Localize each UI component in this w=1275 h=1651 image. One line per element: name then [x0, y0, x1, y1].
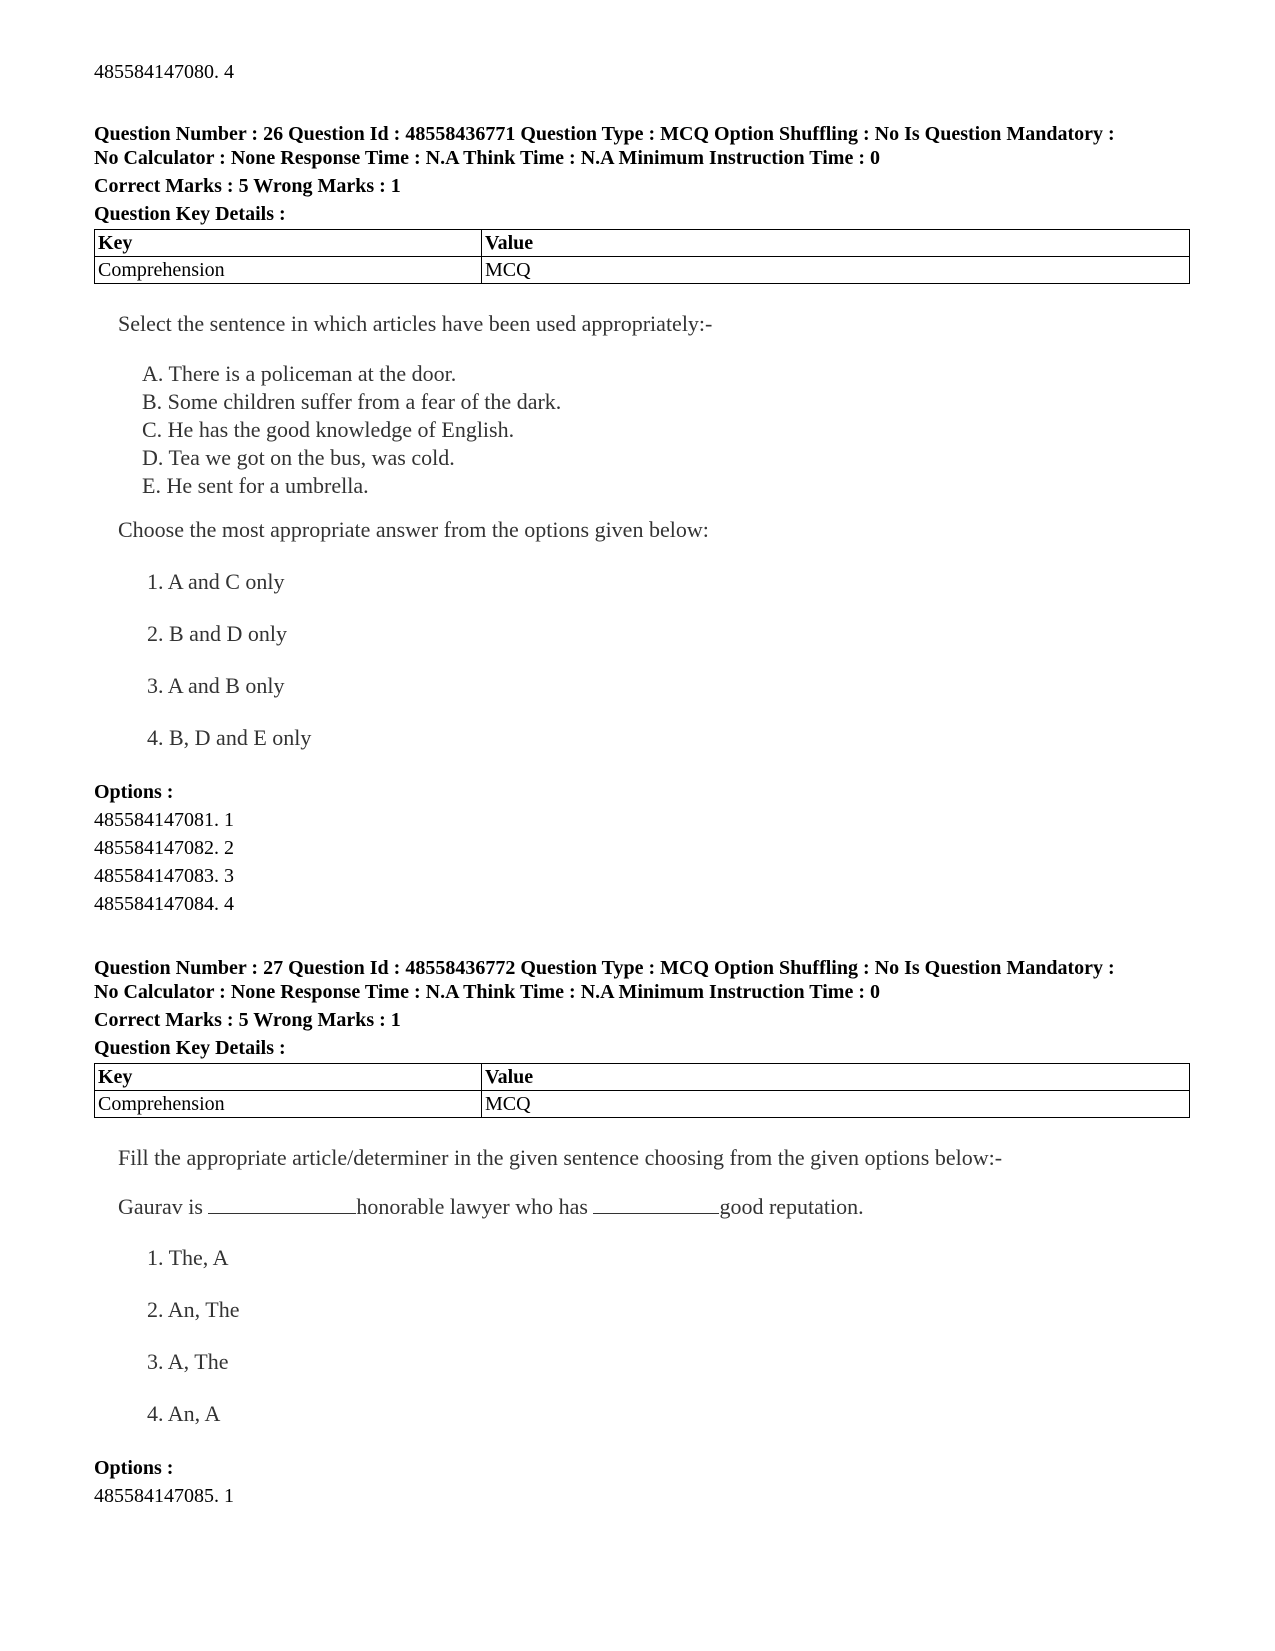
choice-item: 4. An, A — [147, 1401, 221, 1426]
statement-item: A. There is a policeman at the door. — [142, 361, 457, 386]
sentence-part: honorable lawyer who has — [356, 1194, 594, 1219]
choice-item: 1. A and C only — [147, 569, 285, 594]
key-details-table — [94, 229, 1190, 284]
choice-item: 2. An, The — [147, 1297, 240, 1322]
key-details-label: Question Key Details : — [94, 1037, 286, 1059]
options-label: Options : — [94, 1457, 174, 1479]
question-marks: Correct Marks : 5 Wrong Marks : 1 — [94, 1009, 401, 1031]
choice-item: 3. A, The — [147, 1349, 229, 1374]
statement-item: E. He sent for a umbrella. — [142, 473, 369, 498]
answer-blank — [593, 1195, 719, 1214]
options-label: Options : — [94, 781, 174, 803]
question-stem: Fill the appropriate article/determiner in the given sentence choosing from the given options below:- — [118, 1145, 1003, 1170]
answer-blank — [208, 1195, 356, 1214]
statement-item: C. He has the good knowledge of English. — [142, 417, 515, 442]
statement-list — [142, 360, 561, 500]
sentence-part: good reputation. — [719, 1194, 864, 1219]
table-cell-value: MCQ — [482, 257, 1190, 284]
table-header-row — [95, 1064, 1190, 1091]
choice-item: 2. B and D only — [147, 621, 287, 646]
statement-item: D. Tea we got on the bus, was cold. — [142, 445, 455, 470]
question-meta-line2: No Calculator : None Response Time : N.A Think Time : N.A Minimum Instruction Time : 0 — [94, 147, 880, 169]
sentence-part: Gaurav is — [118, 1194, 209, 1219]
table-header-value: Value — [482, 230, 1190, 257]
table-header-key: Key — [95, 1064, 482, 1091]
question-meta-line1: Question Number : 27 Question Id : 48558436772 Question Type : MCQ Option Shuffling : No Is Question Mandatory : — [94, 957, 1115, 979]
table-row — [95, 1091, 1190, 1118]
table-cell-value: MCQ — [482, 1091, 1190, 1118]
table-cell-key: Comprehension — [95, 1091, 482, 1118]
key-details-label: Question Key Details : — [94, 203, 286, 225]
table-row — [95, 257, 1190, 284]
option-line: 485584147081. 1 — [94, 809, 234, 831]
table-cell-key: Comprehension — [95, 257, 482, 284]
key-details-table — [94, 1063, 1190, 1118]
table-header-value: Value — [482, 1064, 1190, 1091]
fill-in-sentence — [118, 1193, 864, 1221]
choice-item: 3. A and B only — [147, 673, 285, 698]
choice-item: 1. The, A — [147, 1245, 229, 1270]
option-line: 485584147080. 4 — [94, 61, 234, 83]
choice-item: 4. B, D and E only — [147, 725, 312, 750]
question-stem: Select the sentence in which articles have been used appropriately:- — [118, 311, 713, 336]
question-meta-line1: Question Number : 26 Question Id : 48558436771 Question Type : MCQ Option Shuffling : No Is Question Mandatory : — [94, 123, 1115, 145]
option-line: 485584147085. 1 — [94, 1485, 234, 1507]
option-line: 485584147084. 4 — [94, 893, 234, 915]
option-line: 485584147082. 2 — [94, 837, 234, 859]
table-header-key: Key — [95, 230, 482, 257]
table-header-row — [95, 230, 1190, 257]
statement-item: B. Some children suffer from a fear of the dark. — [142, 389, 562, 414]
question-meta-line2: No Calculator : None Response Time : N.A Think Time : N.A Minimum Instruction Time : 0 — [94, 981, 880, 1003]
option-line: 485584147083. 3 — [94, 865, 234, 887]
question-instruction: Choose the most appropriate answer from the options given below: — [118, 517, 709, 542]
question-marks: Correct Marks : 5 Wrong Marks : 1 — [94, 175, 401, 197]
